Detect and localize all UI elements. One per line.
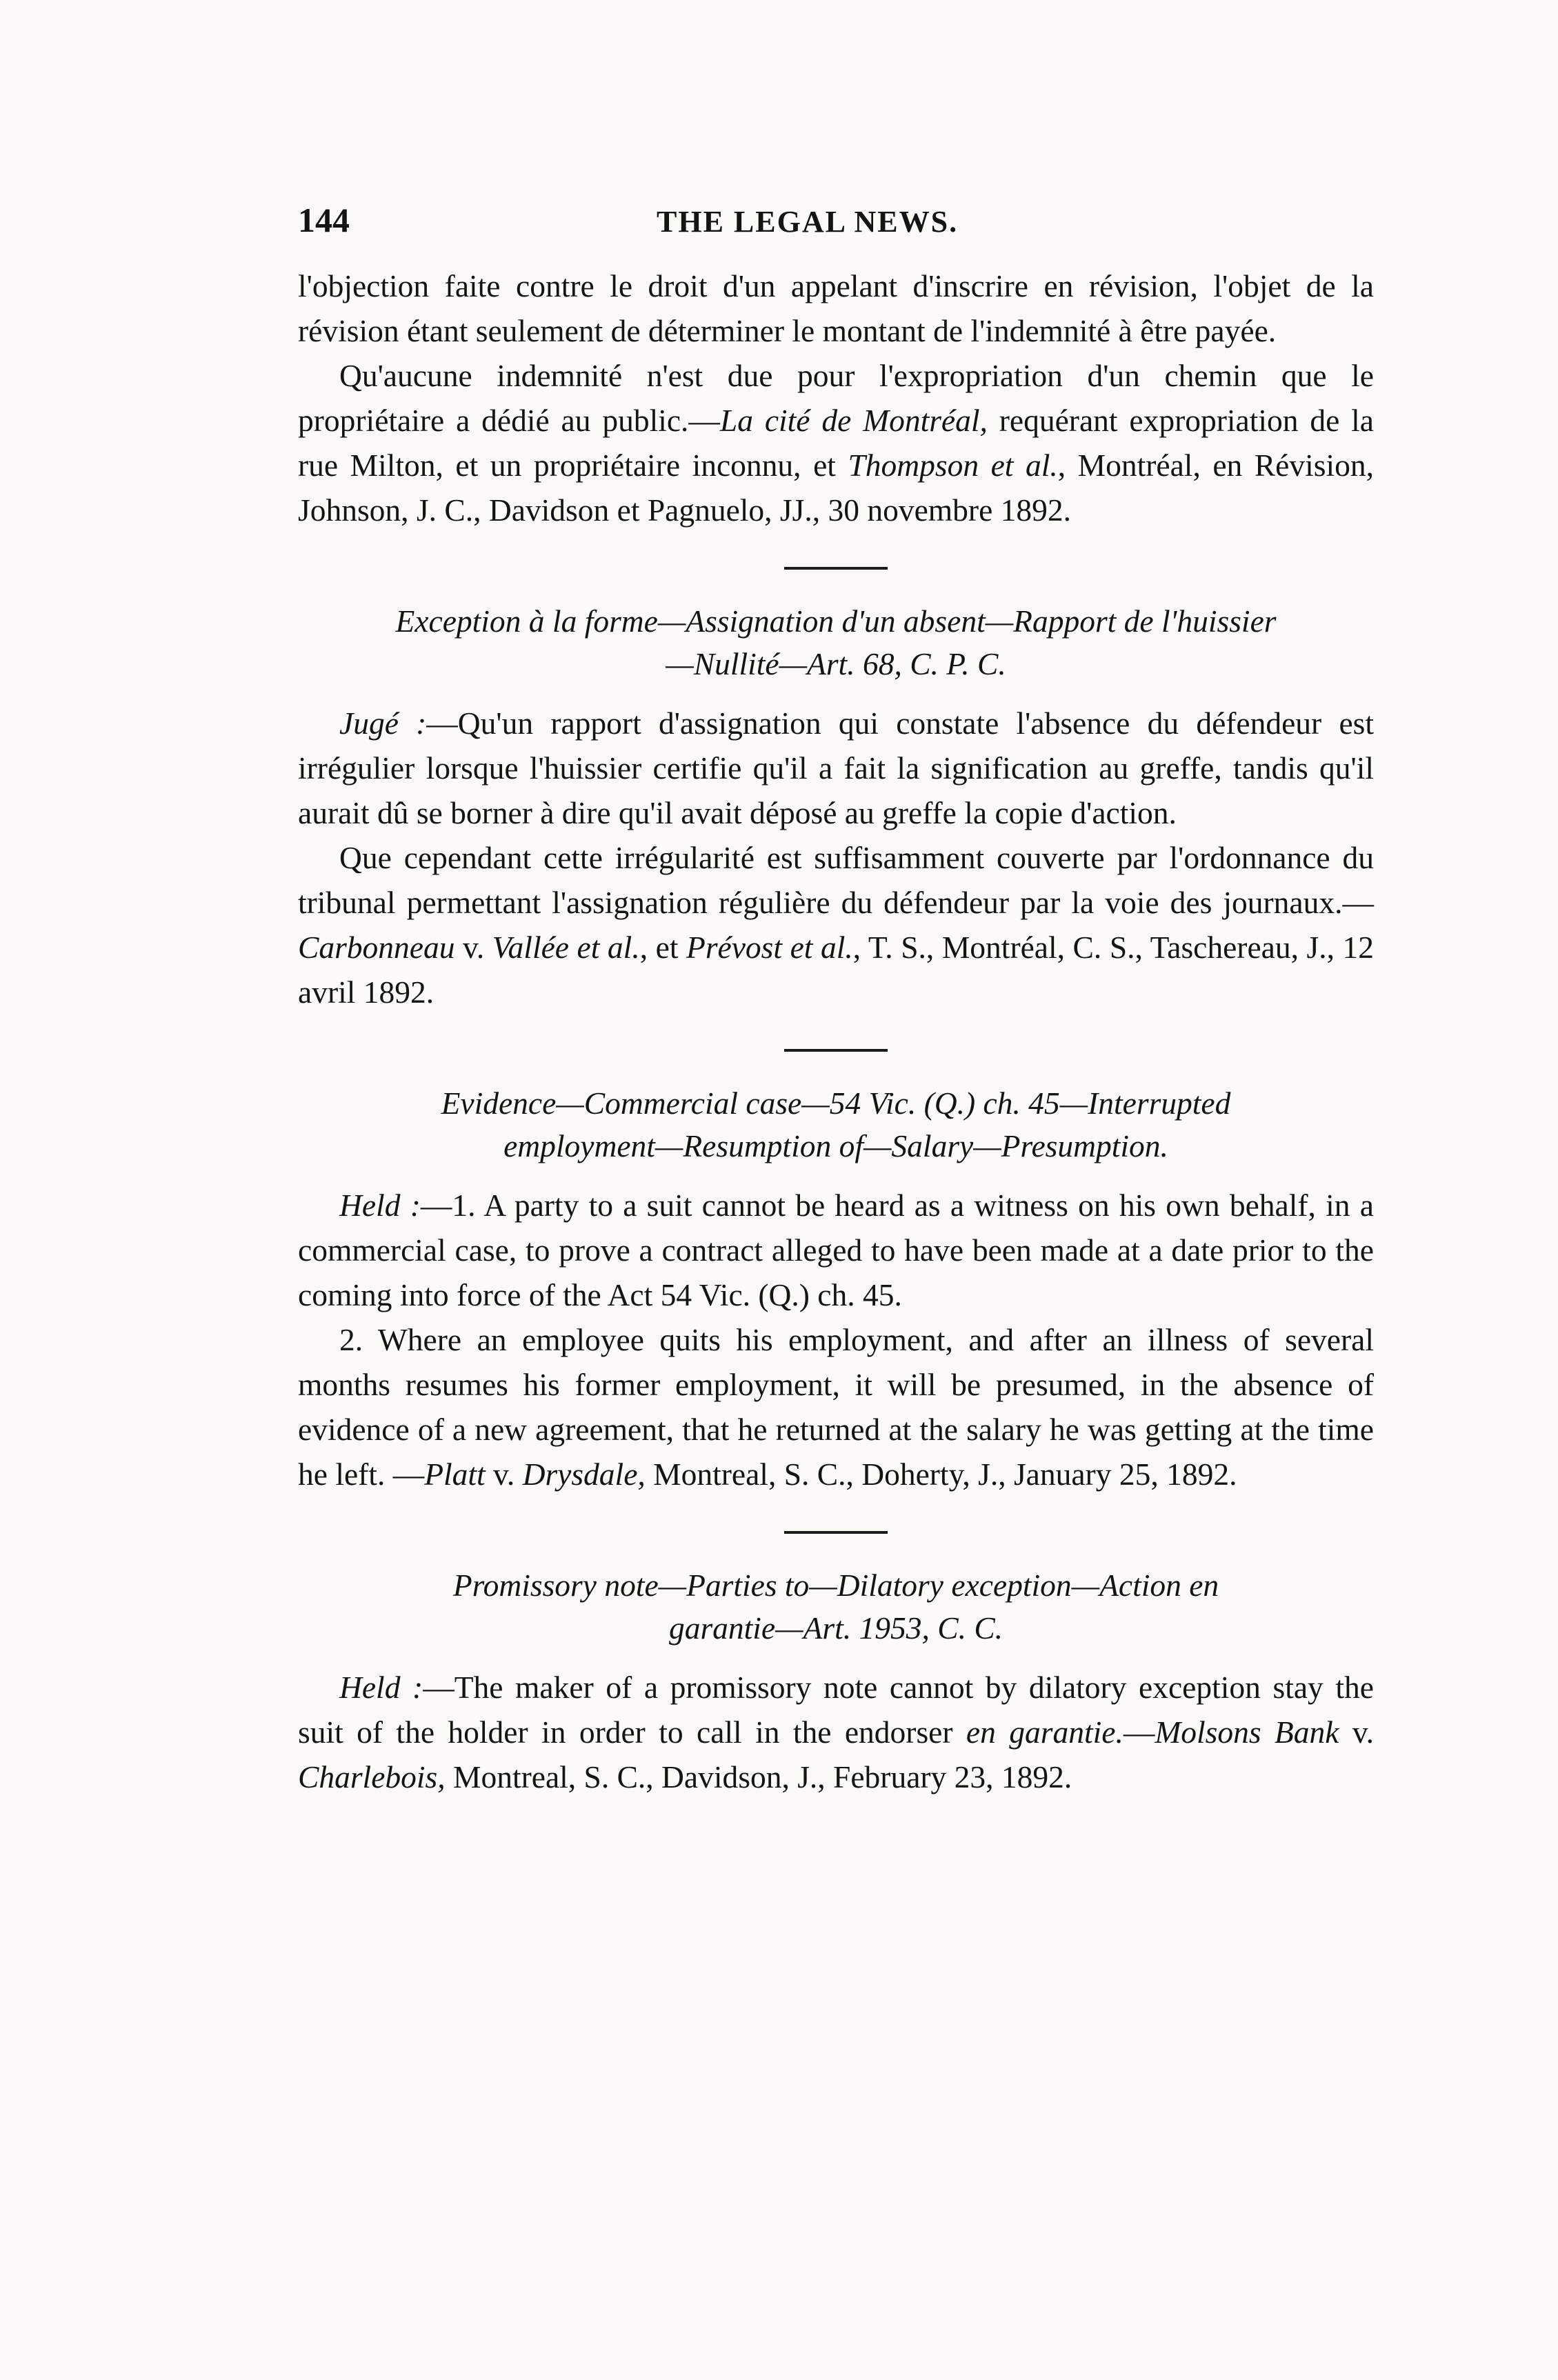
page-number: 144: [298, 201, 350, 239]
section-divider: [784, 1531, 888, 1534]
running-head: THE LEGAL NEWS.: [657, 205, 959, 239]
italic-text: Held :: [339, 1188, 421, 1223]
article-body: [298, 263, 1374, 1799]
text-run: l'objection faite contre le droit d'un appelant d'inscrire en révision, l'objet de la révision étant seulement de déterminer le montant de l'indemnité à être payée.: [298, 268, 1374, 348]
text-run: , Montréal, en Révision, Johnson, J. C., Davidson et Pagnuelo, JJ., 30 novembre 1892.: [298, 448, 1374, 528]
page-header: [298, 200, 1374, 250]
case-heading: [298, 1082, 1374, 1168]
text-run: Qu'aucune indemnité n'est due pour l'expropriation d'un chemin que le propriétaire a dédié au public.—: [298, 358, 1374, 438]
case-heading-line: —Nullité—Art. 68, C. P. C.: [666, 646, 1006, 681]
text-run: Montreal, S. C., Doherty, J., January 25, 1892.: [645, 1457, 1237, 1492]
italic-text: Carbonneau: [298, 930, 455, 965]
text-run: , et: [639, 930, 687, 965]
text-run: —1. A party to a suit cannot be heard as a witness on his own behalf, in a commercial case, to prove a contract alleged to have been made at a date prior to the coming into force of the Act 54 Vic. (Q.) ch. 45.: [298, 1188, 1374, 1312]
case-heading-line: employment—Resumption of—Salary—Presumption.: [503, 1128, 1168, 1163]
italic-text: Prévost et al.: [686, 930, 853, 965]
text-run: v.: [1339, 1714, 1374, 1750]
italic-text: Molsons Bank: [1155, 1714, 1339, 1750]
section-divider: [784, 1049, 888, 1052]
body-paragraph: [298, 1665, 1374, 1799]
case-heading-line: Evidence—Commercial case—54 Vic. (Q.) ch. 45—Interrupted: [441, 1086, 1231, 1121]
italic-text: Jugé :: [339, 706, 427, 741]
body-paragraph: [298, 1183, 1374, 1317]
italic-text: Held :: [339, 1670, 423, 1705]
italic-text: Charlebois,: [298, 1759, 446, 1794]
case-heading-line: Exception à la forme—Assignation d'un absent—Rapport de l'huissier: [395, 603, 1277, 639]
italic-text: Thompson et al.: [848, 448, 1058, 483]
body-paragraph: [298, 701, 1374, 835]
body-paragraph: [298, 353, 1374, 532]
text-run: —Qu'un rapport d'assignation qui constate l'absence du défendeur est irrégulier lorsque l'huissier certifie qu'il a fait la signification au greffe, tandis qu'il aurait dû se borner à dire qu'il avait déposé au greffe la copie d'action.: [298, 706, 1374, 830]
italic-text: en garantie.: [966, 1714, 1123, 1750]
text-run: requérant expropriation de la rue Milton, et un propriétaire inconnu, et: [298, 403, 1374, 483]
section-divider: [784, 567, 888, 570]
case-heading: [298, 600, 1374, 686]
italic-text: Vallée et al.: [492, 930, 640, 965]
italic-text: Drysdale,: [522, 1457, 646, 1492]
body-paragraph: [298, 263, 1374, 353]
body-paragraph: [298, 1317, 1374, 1497]
text-run: —: [1123, 1714, 1155, 1750]
text-run: , T. S., Montréal, C. S., Taschereau, J., 12 avril 1892.: [298, 930, 1375, 1010]
text-run: 2. Where an employee quits his employment, and after an illness of several months resumes his former employment, it will be presumed, in the absence of evidence of a new agreement, that he returned at the salary he was getting at the time he left. —: [298, 1322, 1374, 1492]
text-run: Que cependant cette irrégularité est suffisamment couverte par l'ordonnance du tribunal permettant l'assignation régulière du défendeur par la voie des journaux.—: [298, 840, 1374, 920]
case-heading-line: Promissory note—Parties to—Dilatory exception—Action en: [452, 1568, 1219, 1603]
case-heading: [298, 1564, 1374, 1650]
body-paragraph: [298, 835, 1374, 1014]
case-heading-line: garantie—Art. 1953, C. C.: [668, 1610, 1003, 1646]
text-run: v.: [485, 1457, 523, 1492]
text-run: v.: [455, 930, 492, 965]
text-run: Montreal, S. C., Davidson, J., February 23, 1892.: [445, 1759, 1072, 1794]
page: [298, 200, 1374, 1799]
italic-text: Platt: [424, 1457, 486, 1492]
italic-text: La cité de Montréal,: [719, 403, 988, 438]
text-run: —The maker of a promissory note cannot by dilatory exception stay the suit of the holder in order to call in the endorser: [298, 1670, 1374, 1750]
